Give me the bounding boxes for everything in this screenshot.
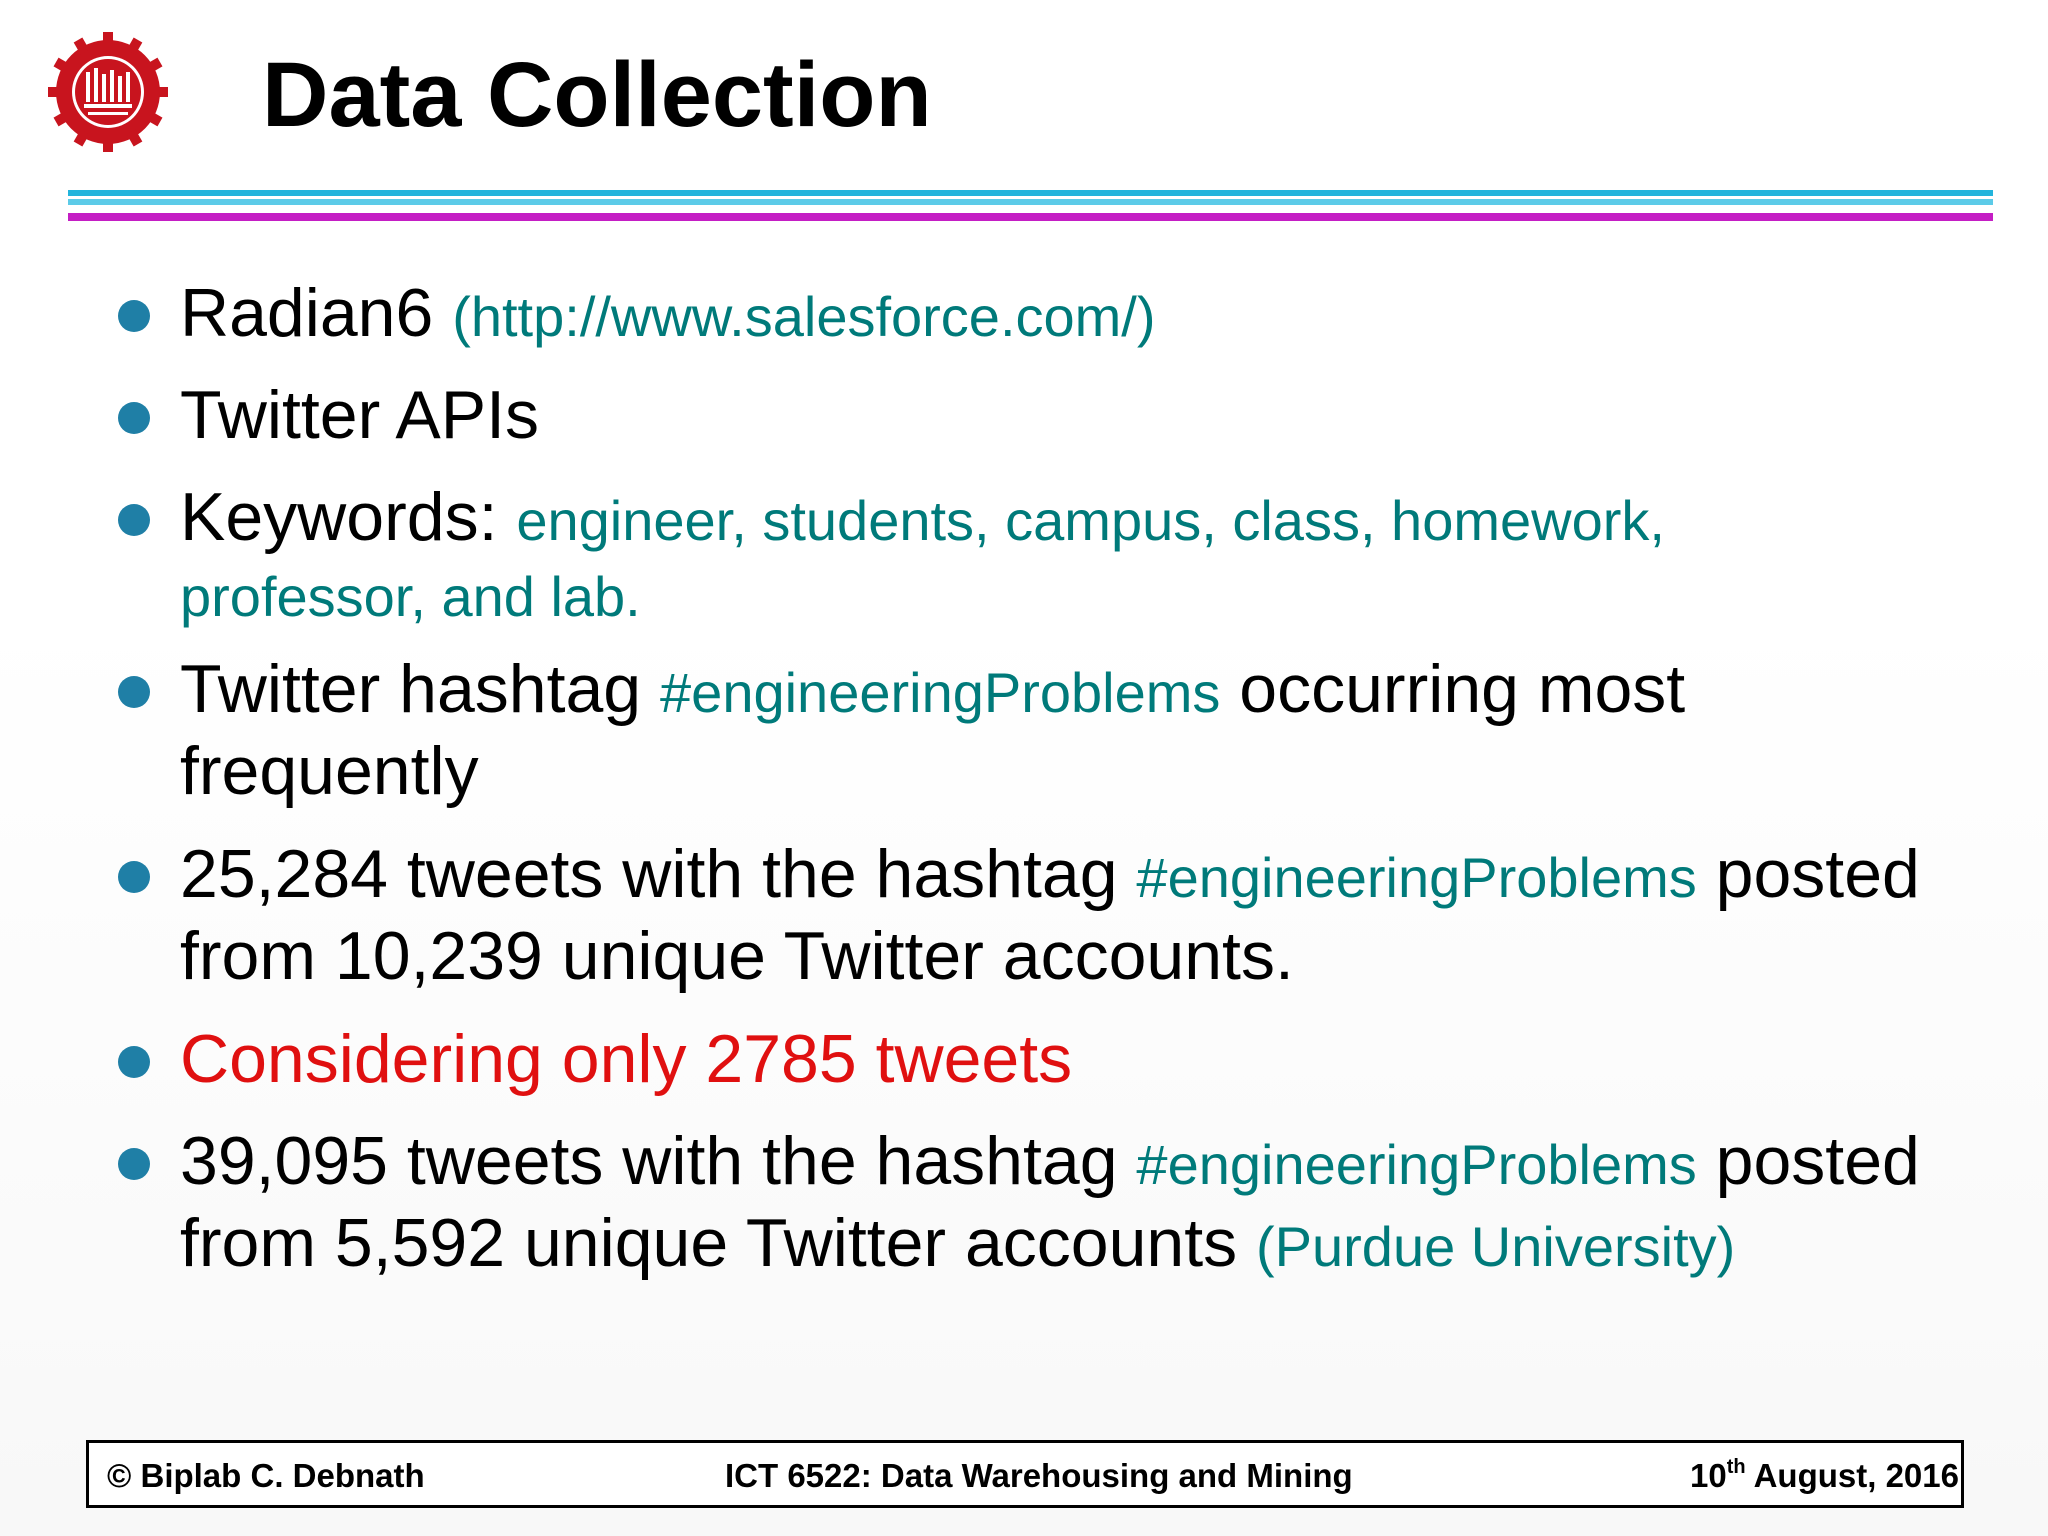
- bullet-dot-icon: [118, 300, 150, 332]
- bullet-text-line2: frequently: [180, 733, 479, 809]
- bullet-text-post: posted: [1696, 1123, 1920, 1199]
- bullet-text-pre: 25,284 tweets with the hashtag: [180, 836, 1137, 912]
- bullet-dot-icon: [118, 676, 150, 708]
- slide-footer: [86, 1440, 1964, 1508]
- bullet-dot-icon: [118, 504, 150, 536]
- bullet-text: Radian6: [180, 275, 453, 351]
- bullet-keywords: [180, 476, 1980, 562]
- bullet-text: Considering only 2785 tweets: [180, 1021, 1073, 1097]
- hashtag-text: #engineeringProblems: [1136, 846, 1697, 909]
- bullet-39095-tweets-cont: [180, 1202, 1980, 1288]
- bullet-dot-icon: [118, 1046, 150, 1078]
- keywords-list-line1: engineer, students, campus, class, homework,: [516, 489, 1665, 552]
- bullet-text-post: posted: [1696, 836, 1920, 912]
- bullet-dot-icon: [118, 1148, 150, 1180]
- footer-date-suffix: th: [1726, 1456, 1746, 1478]
- footer-course: ICT 6522: Data Warehousing and Mining: [725, 1457, 1353, 1494]
- hashtag-text: #engineeringProblems: [1136, 1133, 1697, 1196]
- bullet-twitter-apis: [180, 374, 1980, 456]
- bullet-hashtag-cont: [180, 730, 1980, 812]
- bullet-text: Twitter APIs: [180, 377, 539, 453]
- footer-date: [1690, 1456, 1959, 1496]
- bullet-text-pre: 39,095 tweets with the hashtag: [180, 1123, 1137, 1199]
- keywords-list-line2: professor, and lab.: [180, 565, 641, 628]
- hashtag-text: #engineeringProblems: [660, 661, 1221, 724]
- bullet-text-pre: Twitter hashtag: [180, 651, 661, 727]
- keywords-label: Keywords:: [180, 479, 517, 555]
- bullet-25284-tweets-cont: [180, 915, 1980, 997]
- slide-title: Data Collection: [262, 44, 932, 146]
- bullet-dot-icon: [118, 402, 150, 434]
- bullet-text-post: occurring most: [1220, 651, 1686, 727]
- purdue-note: (Purdue University): [1256, 1215, 1736, 1278]
- bullet-25284-tweets: [180, 833, 1980, 919]
- bullet-text-line2: from 5,592 unique Twitter accounts: [180, 1205, 1257, 1281]
- footer-date-day: 10: [1690, 1457, 1727, 1494]
- footer-date-rest: August, 2016: [1745, 1457, 1959, 1494]
- bullet-dot-icon: [118, 861, 150, 893]
- footer-author: © Biplab C. Debnath: [107, 1457, 425, 1494]
- bullet-text-line2: from 10,239 unique Twitter accounts.: [180, 918, 1294, 994]
- bullet-considering: [180, 1018, 1980, 1100]
- bullet-39095-tweets: [180, 1120, 1980, 1206]
- salesforce-link[interactable]: (http://www.salesforce.com/): [452, 285, 1156, 348]
- bullet-hashtag: [180, 648, 1980, 734]
- bullet-keywords-cont: [180, 552, 1980, 638]
- bullet-radian6: [180, 272, 1980, 358]
